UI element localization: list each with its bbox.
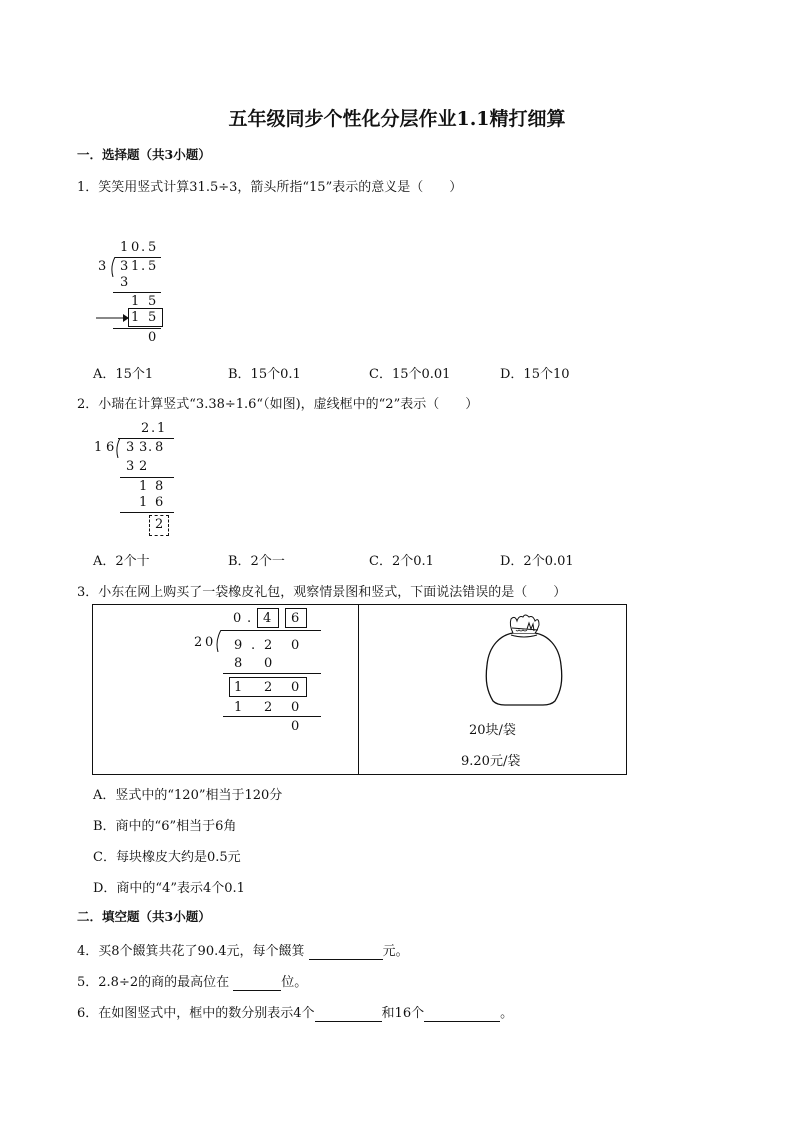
q2-quotient-digit: 1 xyxy=(157,421,166,436)
q2-step-digit: 3 xyxy=(126,459,135,474)
q3-quotient-digit: 6 xyxy=(291,611,300,626)
q1-quotient-digit: 5 xyxy=(148,240,157,255)
q3-dividend-digit: 0 xyxy=(291,638,300,653)
q1-option-d[interactable]: D．15个10 xyxy=(500,367,570,382)
q2-divisor-digit: 6 xyxy=(106,440,115,455)
q6-text-middle: 和16个 xyxy=(381,1006,425,1021)
q1-step-digit: 3 xyxy=(120,275,129,290)
q2-divisor-digit: 1 xyxy=(94,440,103,455)
q3-dividend-digit: 9 xyxy=(234,638,243,653)
q2-dividend-digit: 8 xyxy=(155,440,164,455)
q3-quotient-digit: . xyxy=(247,611,252,626)
q3-step-line xyxy=(223,716,321,717)
q2-remainder: 2 xyxy=(155,517,164,532)
q2-step-digit: 1 xyxy=(139,495,148,510)
q3-option-c[interactable]: C．每块橡皮大约是0.5元 xyxy=(93,850,241,865)
q4-text-after: 元。 xyxy=(382,944,409,959)
table-divider xyxy=(358,605,359,774)
question-1-text: 1．笑笑用竖式计算31.5÷3，箭头所指“15”表示的意义是（ ） xyxy=(77,180,463,195)
q2-step-digit: 6 xyxy=(155,495,164,510)
q3-step-digit: 1 xyxy=(234,700,243,715)
bag-quantity-label: 20块/袋 xyxy=(469,723,516,738)
q1-option-c[interactable]: C．15个0.01 xyxy=(369,367,451,382)
q3-quotient-digit: 0 xyxy=(233,611,242,626)
q1-option-b[interactable]: B．15个0.1 xyxy=(228,367,301,382)
q6-answer-blank-1[interactable] xyxy=(315,1006,382,1022)
q1-quotient-digit: . xyxy=(141,240,146,255)
q3-step-digit: 2 xyxy=(264,700,273,715)
q1-step-digit: 5 xyxy=(148,310,157,325)
q2-step-line xyxy=(120,512,174,513)
q1-step-line xyxy=(113,292,161,293)
q1-dividend-digit: 1 xyxy=(131,259,140,274)
q2-step-digit: 1 xyxy=(139,479,148,494)
question-6 xyxy=(77,1002,513,1022)
q3-option-a[interactable]: A．竖式中的“120”相当于120分 xyxy=(93,788,283,803)
q2-option-d[interactable]: D．2个0.01 xyxy=(500,554,574,569)
q2-dividend-digit: 3 xyxy=(126,440,135,455)
q2-option-a[interactable]: A．2个十 xyxy=(93,554,150,569)
eraser-bag-icon xyxy=(483,609,565,707)
q3-step-digit: 0 xyxy=(291,680,300,695)
q2-option-b[interactable]: B．2个一 xyxy=(228,554,285,569)
page-title: 五年级同步个性化分层作业1.1精打细算 xyxy=(228,108,566,130)
q2-option-c[interactable]: C．2个0.1 xyxy=(369,554,434,569)
q1-division-bracket xyxy=(109,257,117,277)
q3-option-b[interactable]: B．商中的“6”相当于6角 xyxy=(93,819,237,834)
bag-price-label: 9.20元/袋 xyxy=(461,754,521,769)
section-heading-choice: 一．选择题（共3小题） xyxy=(77,147,211,162)
q5-answer-blank[interactable] xyxy=(233,975,281,991)
q2-dividend-digit: . xyxy=(148,440,153,455)
q3-divisor-digit: 0 xyxy=(205,635,214,650)
q1-step-line xyxy=(113,328,161,329)
q2-quotient-digit: . xyxy=(151,421,156,436)
q3-step-digit: 0 xyxy=(264,656,273,671)
q3-step-digit: 2 xyxy=(264,680,273,695)
q3-quotient-digit: 4 xyxy=(263,611,272,626)
q2-step-digit: 2 xyxy=(139,459,148,474)
question-4 xyxy=(77,940,409,960)
q4-text-before: 4．买8个餟箕共花了90.4元，每个餟箕 xyxy=(77,944,309,959)
q1-dividend-digit: . xyxy=(141,259,146,274)
question-3-text: 3．小东在网上购买了一袋橡皮礼包，观察情景图和竖式，下面说法错误的是（ ） xyxy=(77,585,567,600)
q3-step-digit: 0 xyxy=(291,700,300,715)
q3-remainder: 0 xyxy=(291,719,300,734)
question-3-figure-table xyxy=(92,604,627,775)
q2-division-bar xyxy=(118,438,174,439)
q6-text-after: 。 xyxy=(500,1006,514,1021)
q1-remainder: 0 xyxy=(148,330,157,345)
q2-quotient-digit: 2 xyxy=(141,421,150,436)
q3-division-bar xyxy=(221,630,321,631)
section-heading-fill: 二．填空题（共3小题） xyxy=(77,909,211,924)
q1-option-a[interactable]: A．15个1 xyxy=(93,367,154,382)
q1-dividend-digit: 5 xyxy=(148,259,157,274)
q2-dividend-digit: 3 xyxy=(139,440,148,455)
q1-divisor: 3 xyxy=(98,259,107,274)
q4-answer-blank[interactable] xyxy=(309,944,383,960)
q2-step-line xyxy=(120,477,174,478)
q1-division-bar xyxy=(115,257,161,258)
q5-text-after: 位。 xyxy=(281,975,308,990)
q6-answer-blank-2[interactable] xyxy=(424,1006,500,1022)
q3-step-digit: 8 xyxy=(234,656,243,671)
q3-step-line xyxy=(223,673,321,674)
q3-divisor-digit: 2 xyxy=(194,635,203,650)
q3-dividend-digit: 2 xyxy=(264,638,273,653)
q1-arrow-icon xyxy=(96,313,130,323)
q3-dividend-digit: . xyxy=(251,638,256,653)
question-2-text: 2．小瑞在计算竖式“3.38÷1.6“（如图)，虚线框中的“2”表示（ ） xyxy=(77,397,479,412)
q6-text-before: 6．在如图竖式中，框中的数分别表示4个 xyxy=(77,1006,315,1021)
q2-step-digit: 8 xyxy=(155,479,164,494)
question-5 xyxy=(77,971,307,991)
q1-step-digit: 1 xyxy=(131,310,140,325)
q1-step-digit: 5 xyxy=(148,294,157,309)
q1-step-digit: 1 xyxy=(131,294,140,309)
q1-quotient-digit: 0 xyxy=(131,240,140,255)
q3-step-digit: 1 xyxy=(234,680,243,695)
q3-option-d[interactable]: D．商中的“4”表示4个0.1 xyxy=(93,881,245,896)
q3-division-bracket xyxy=(214,630,223,652)
q1-quotient-digit: 1 xyxy=(120,240,129,255)
q5-text-before: 5．2.8÷2的商的最高位在 xyxy=(77,975,234,990)
q1-dividend-digit: 3 xyxy=(120,259,129,274)
q2-division-bracket xyxy=(114,438,122,458)
